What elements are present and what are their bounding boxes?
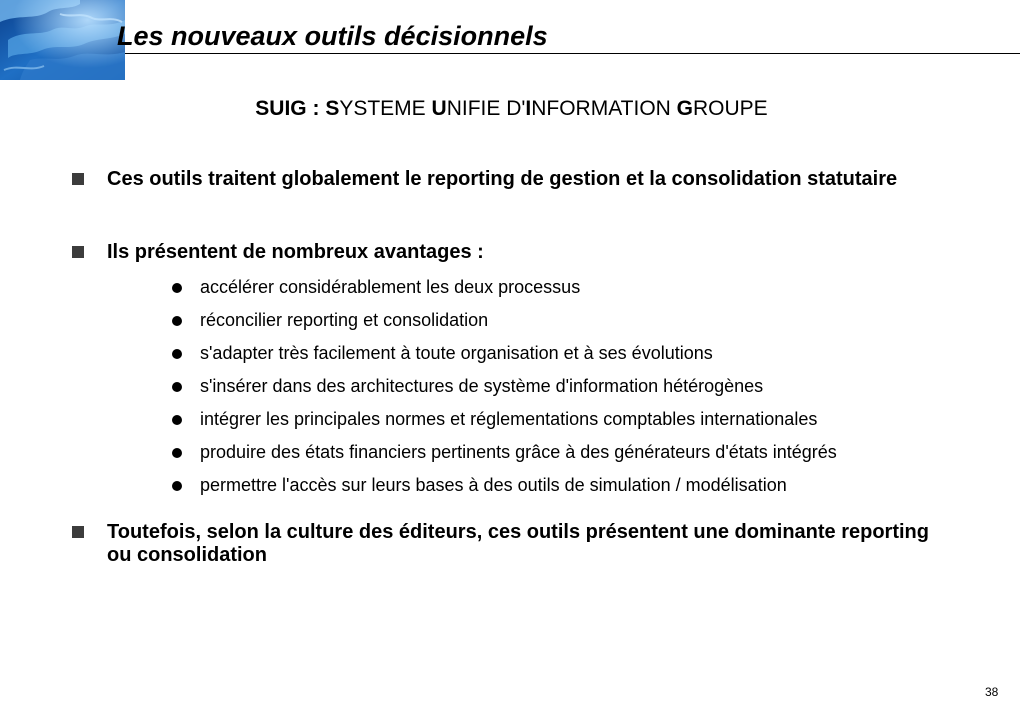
sub-bullet-list: [168, 276, 988, 507]
round-dot-icon: [172, 382, 182, 392]
bullet-text: Ils présentent de nombreux avantages :: [107, 241, 484, 263]
sub-bullet-item: [168, 408, 988, 441]
subtitle-prefix: SUIG :: [255, 97, 326, 120]
slide-subtitle: [0, 95, 1023, 123]
bullet-text: Ces outils traitent globalement le reporting de gestion et la consolidation statutaire: [107, 168, 898, 190]
subtitle-word: NFORMATION: [531, 97, 677, 120]
round-dot-icon: [172, 481, 182, 491]
sub-bullet-text: s'insérer dans des architectures de système d'information hétérogènes: [200, 376, 764, 396]
subtitle-word: NIFIE D': [446, 97, 526, 120]
sub-bullet-text: accélérer considérablement les deux processus: [200, 277, 581, 297]
sub-bullet-text: produire des états financiers pertinents grâce à des générateurs d'états intégrés: [200, 442, 837, 462]
round-dot-icon: [172, 283, 182, 293]
sub-bullet-item: [168, 276, 988, 309]
subtitle-initial: S: [325, 97, 340, 120]
sub-bullet-text: permettre l'accès sur leurs bases à des outils de simulation / modélisation: [200, 475, 787, 495]
sub-bullet-item: [168, 342, 988, 375]
subtitle-initial: I: [525, 97, 532, 120]
square-bullet-icon: [72, 526, 84, 538]
sub-bullet-item: [168, 375, 988, 408]
sub-bullet-text: s'adapter très facilement à toute organisation et à ses évolutions: [200, 343, 713, 363]
title-underline: [125, 53, 1020, 54]
square-bullet-icon: [72, 246, 84, 258]
sub-bullet-item: [168, 441, 988, 474]
round-dot-icon: [172, 349, 182, 359]
sub-bullet-item: [168, 474, 988, 507]
slide-title: Les nouveaux outils décisionnels: [117, 21, 548, 51]
sub-bullet-item: [168, 309, 988, 342]
subtitle-word: ROUPE: [693, 97, 768, 120]
subtitle-initial: U: [431, 97, 447, 120]
subtitle-initial: G: [676, 97, 693, 120]
round-dot-icon: [172, 415, 182, 425]
round-dot-icon: [172, 448, 182, 458]
bullet-text: Toutefois, selon la culture des éditeurs, ces outils présentent une dominante reporting ou consolidation: [107, 521, 929, 566]
sub-bullet-text: réconcilier reporting et consolidation: [200, 310, 489, 330]
subtitle-word: YSTEME: [339, 97, 432, 120]
page-number: 38: [985, 685, 999, 699]
sub-bullet-text: intégrer les principales normes et réglementations comptables internationales: [200, 409, 818, 429]
round-dot-icon: [172, 316, 182, 326]
square-bullet-icon: [72, 173, 84, 185]
globe-logo-icon: [0, 0, 125, 80]
